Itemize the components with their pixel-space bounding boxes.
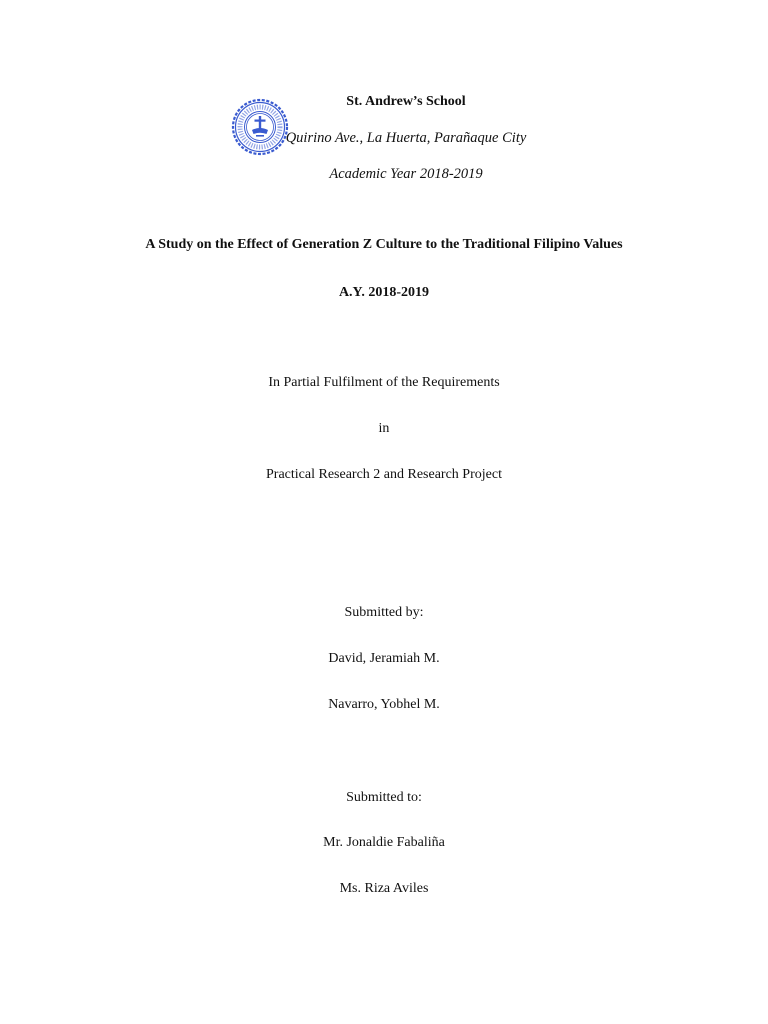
fulfilment-line-2: in — [378, 421, 390, 436]
submitted-to-label: Submitted to: — [346, 790, 422, 805]
submitted-by-name-2: Navarro, Yobhel M. — [328, 697, 440, 712]
academic-year: Academic Year 2018-2019 — [329, 166, 483, 182]
submitted-by-name-1: David, Jeramiah M. — [328, 651, 440, 666]
submitted-to-name-1: Mr. Jonaldie Fabaliña — [323, 835, 445, 850]
fulfilment-line-1: In Partial Fulfilment of the Requirements — [268, 375, 500, 390]
submitted-by-label: Submitted by: — [344, 605, 424, 620]
school-name: St. Andrew’s School — [346, 94, 466, 109]
ay-line: A.Y. 2018-2019 — [338, 285, 430, 300]
research-title: A Study on the Effect of Generation Z Culture to the Traditional Filipino Values — [145, 237, 623, 252]
fulfilment-line-3: Practical Research 2 and Research Project — [266, 467, 502, 482]
school-address: Quirino Ave., La Huerta, Parañaque City — [285, 130, 527, 146]
submitted-to-name-2: Ms. Riza Aviles — [339, 881, 429, 896]
